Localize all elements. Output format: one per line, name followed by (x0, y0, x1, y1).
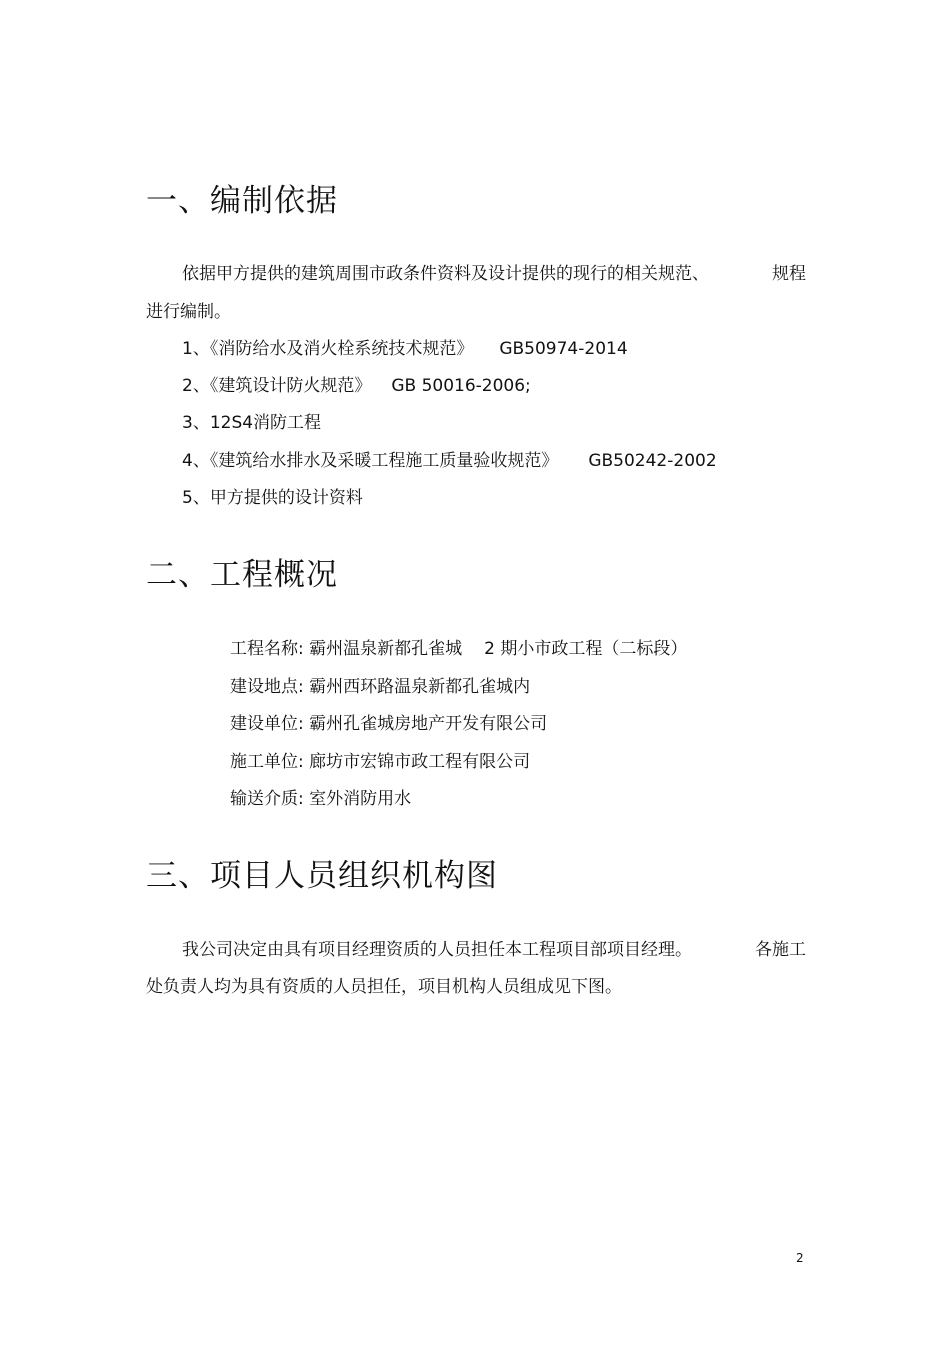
project-field-row (230, 751, 530, 773)
field-value: 廊坊市宏锦市政工程有限公司 (309, 752, 531, 772)
section3-para-line1-left: 我公司决定由具有项目经理资质的人员担任本工程项目部项目经理。 (182, 940, 692, 960)
field-label: 建设地点: (230, 677, 304, 697)
list-item: 5、甲方提供的设计资料 (182, 488, 363, 508)
section1-intro-line1-right: 规程 (772, 264, 806, 284)
page-number: 2 (796, 1251, 804, 1265)
field-value: 霸州孔雀城房地产开发有限公司 (309, 714, 548, 734)
section1-intro-line2: 进行编制。 (146, 302, 231, 322)
section3-heading: 三、项目人员组织机构图 (146, 858, 498, 894)
section1-heading: 一、编制依据 (146, 183, 338, 219)
section1-intro-line1-left: 依据甲方提供的建筑周围市政条件资料及设计提供的现行的相关规范、 (182, 264, 709, 284)
section3-para-line1 (146, 939, 806, 961)
project-field-row (230, 676, 530, 698)
section3-para-line2: 处负责人均为具有资质的人员担任，项目机构人员组成见下图。 (146, 977, 622, 997)
field-label: 工程名称: (230, 639, 304, 659)
section2-heading: 二、工程概况 (146, 557, 338, 593)
list-item: 2、《建筑设计防火规范》 GB 50016-2006; (182, 376, 531, 396)
project-field-row (230, 638, 687, 660)
project-field-row (230, 788, 411, 810)
field-value: 霸州温泉新都孔雀城 (309, 639, 463, 659)
field-label: 施工单位: (230, 752, 304, 772)
field-value-2: 2 期小市政工程（二标段） (484, 639, 688, 659)
field-label: 建设单位: (230, 714, 304, 734)
list-item: 4、《建筑给水排水及采暖工程施工质量验收规范》 GB50242-2002 (182, 451, 717, 471)
list-item: 3、12S4消防工程 (182, 413, 322, 433)
field-value: 霸州西环路温泉新都孔雀城内 (309, 677, 531, 697)
section1-intro-line1 (146, 263, 806, 285)
section3-para-line1-right: 各施工 (755, 940, 806, 960)
field-label: 输送介质: (230, 789, 304, 809)
list-item: 1、《消防给水及消火栓系统技术规范》 GB50974-2014 (182, 339, 628, 359)
field-value: 室外消防用水 (309, 789, 412, 809)
project-field-row (230, 713, 547, 735)
